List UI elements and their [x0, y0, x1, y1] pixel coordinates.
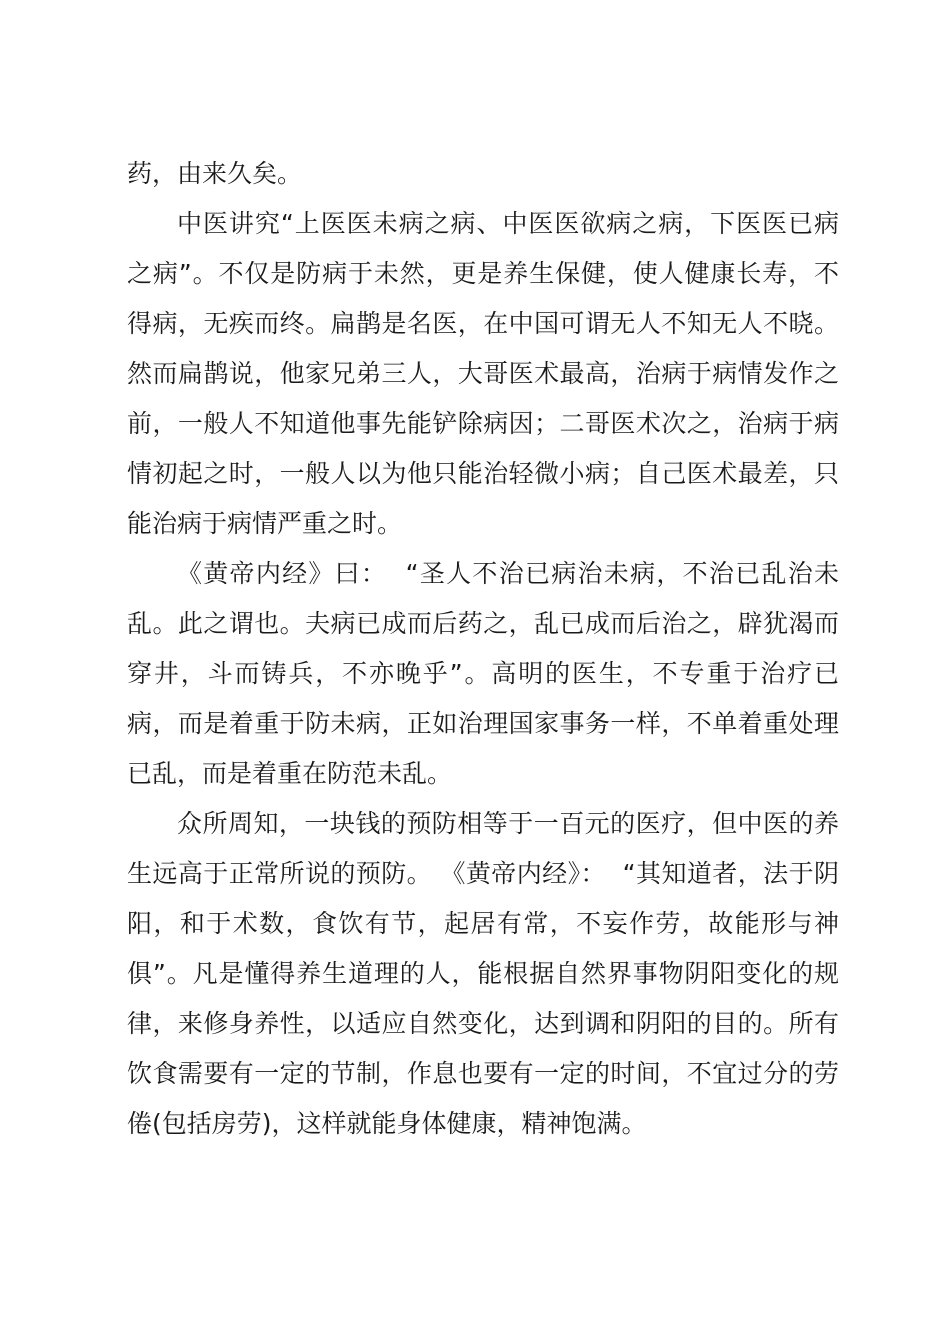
- paragraph-huangdi-neijing-quote: 《黄帝内经》曰： “圣人不治已病治未病，不治已乱治未乱。此之谓也。夫病已成而后药之，乱已成而后治之，辟犹渴而穿井，斗而铸兵，不亦晚乎”。高明的医生，不专重于治疗已病，而是着重于防未病，正如治理国家事务一样，不单着重处理已乱，而是着重在防范未乱。: [127, 559, 839, 788]
- paragraph-prevention-health: 众所周知，一块钱的预防相等于一百元的医疗，但中医的养生远高于正常所说的预防。 《黄帝内经》： “其知道者，法于阴阳，和于术数，食饮有节，起居有常，不妄作劳，故能形与神俱”。凡是懂得养生道理的人，能根据自然界事物阴阳变化的规律，来修身养性，以适应自然变化，达到调和阴阳的目的。所有饮食需要有一定的节制，作息也要有一定的时间，不宜过分的劳倦(包括房劳)，这样就能身体健康，精神饱满。: [127, 809, 839, 1138]
- paragraph-continuation: 药，由来久矣。: [127, 159, 303, 188]
- paragraph-bianque: 中医讲究“上医医未病之病、中医医欲病之病，下医医已病之病”。不仅是防病于未然，更是养生保健，使人健康长寿，不得病，无疾而终。扁鹊是名医，在中国可谓无人不知无人不晓。然而扁鹊说，他家兄弟三人，大哥医术最高，治病于病情发作之前，一般人不知道他事先能铲除病因；二哥医术次之，治病于病情初起之时，一般人以为他只能治轻微小病；自己医术最差，只能治病于病情严重之时。: [127, 209, 839, 538]
- document-body: [127, 149, 839, 1149]
